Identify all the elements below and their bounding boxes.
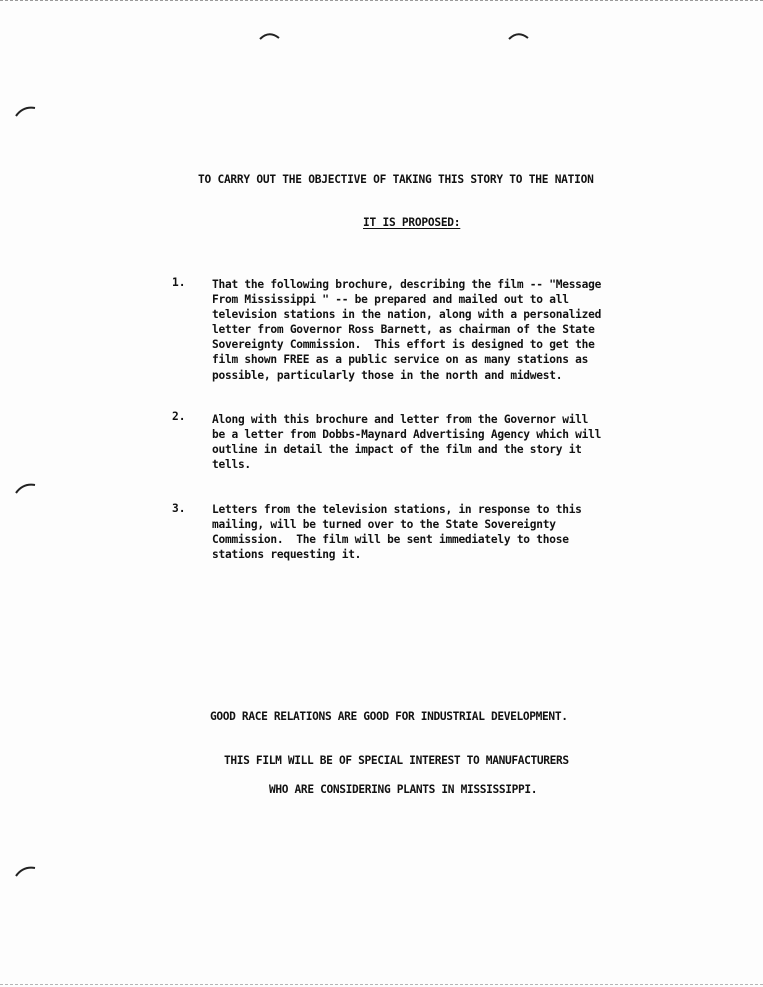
closing-statement: THIS FILM WILL BE OF SPECIAL INTEREST TO MANUFACTURERS [224,754,569,767]
top-edge-dashed-border [0,0,763,1]
item-number: 3. [172,502,186,515]
binding-mark-icon [508,30,530,42]
item-number: 1. [172,276,186,289]
item-text: Letters from the television stations, in response to this mailing, will be turned over to the State Sovereignty Commission. The film will be sent immediately to those stations requesting it. [212,503,582,562]
binding-mark-icon [15,481,37,493]
closing-statement: GOOD RACE RELATIONS ARE GOOD FOR INDUSTRIAL DEVELOPMENT. [210,710,568,723]
item-number: 2. [172,410,186,423]
item-text: Along with this brochure and letter from the Governor will be a letter from Dobbs-Maynard Advertising Agency which will outline in detail the impact of the film and the story it tells. [212,413,602,472]
binding-mark-icon [15,104,37,116]
bottom-edge-dashed-border [0,984,763,985]
item-text: That the following brochure, describing the film -- "Message From Mississippi " -- be prepared and mailed out to all television stations in the nation, along with a personalized letter from Governor Ross Barnett, as chairman of the State Sovereignty Commission. This effort is designed to get the film shown FREE as a public service on as many stations as possible, particularly those in the north and midwest. [212,278,602,382]
proposal-subheading: IT IS PROPOSED: [363,216,461,229]
binding-mark-icon [259,30,281,42]
document-heading: TO CARRY OUT THE OBJECTIVE OF TAKING THIS STORY TO THE NATION [198,173,594,186]
binding-mark-icon [15,864,37,876]
closing-statement: WHO ARE CONSIDERING PLANTS IN MISSISSIPPI. [269,783,538,796]
